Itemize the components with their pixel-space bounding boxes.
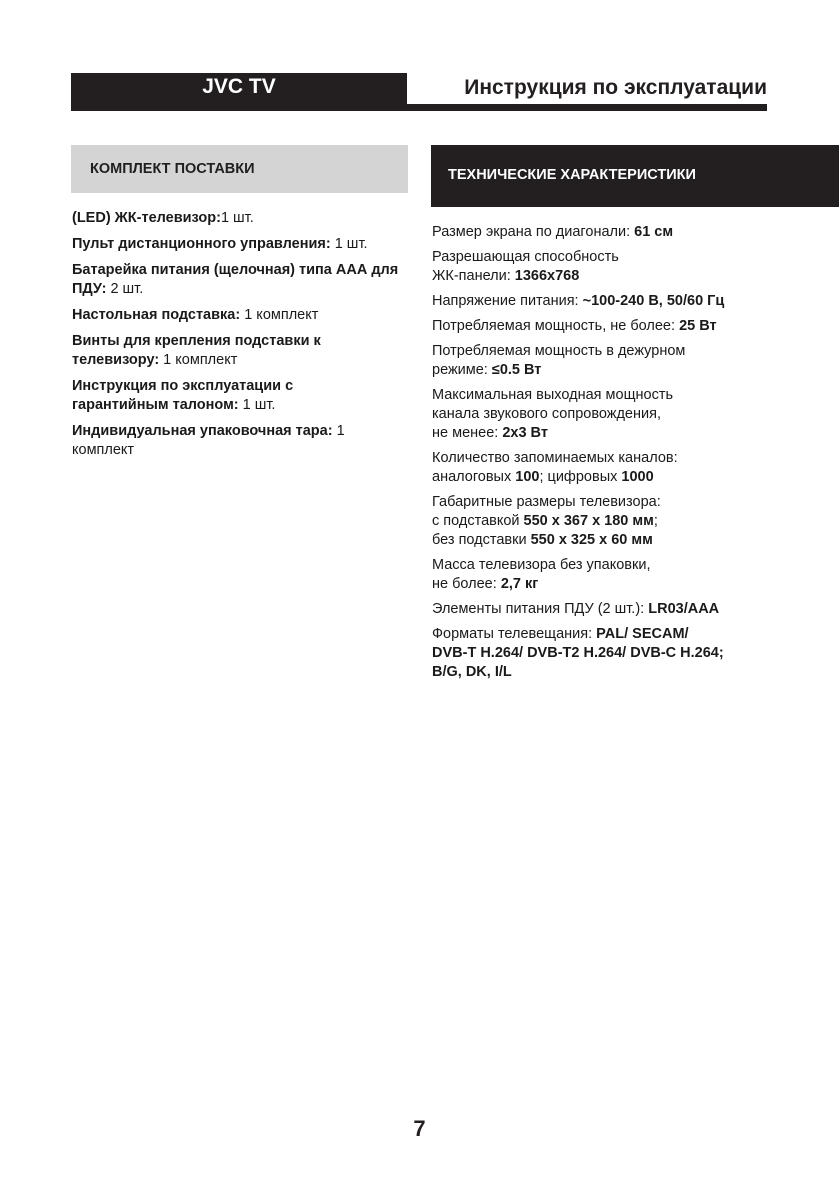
spec-value: B/G, DK, I/L <box>432 664 512 680</box>
spec-value: 1366x768 <box>514 268 580 284</box>
spec-label: Габаритные размеры телевизора: <box>432 494 661 510</box>
spec-value: PAL/ SECAM/ <box>596 626 689 642</box>
delivery-item-value: 1 шт. <box>330 236 368 252</box>
spec-label: не более: <box>432 576 501 592</box>
specs-list <box>432 223 832 688</box>
delivery-item-value: 1 шт. <box>238 397 276 413</box>
spec-label: аналоговых <box>432 469 516 485</box>
delivery-item <box>72 377 332 415</box>
delivery-item-label: (LED) ЖК-телевизор: <box>72 210 221 226</box>
spec-value: ≤0.5 Вт <box>491 362 542 378</box>
delivery-item-label: Инструкция по эксплуатации с гарантийным талоном: <box>72 378 294 413</box>
page-header <box>71 73 767 111</box>
delivery-item-label: Батарейка питания (щелочная) типа ААА для ПДУ: <box>72 262 399 297</box>
specs-heading-box <box>431 145 839 207</box>
delivery-item-label: Настольная подставка: <box>72 307 241 323</box>
spec-label: Максимальная выходная мощность <box>432 387 674 403</box>
spec-label: с подставкой <box>432 513 524 529</box>
spec-power <box>432 317 832 336</box>
delivery-item <box>72 332 362 370</box>
delivery-item-value: 1 комплект <box>159 352 238 368</box>
delivery-item <box>72 235 412 254</box>
spec-standby <box>432 342 832 380</box>
spec-value: DVB-T H.264/ DVB-T2 H.264/ DVB-C H.264; <box>432 645 724 661</box>
spec-label: Масса телевизора без упаковки, <box>432 557 651 573</box>
spec-label: не менее: <box>432 425 503 441</box>
spec-value: ~100-240 В, 50/60 Гц <box>582 293 725 309</box>
spec-value: 2,7 кг <box>500 576 539 592</box>
spec-resolution <box>432 248 832 286</box>
delivery-item <box>72 306 412 325</box>
spec-label: канала звукового сопровождения, <box>432 406 661 422</box>
spec-voltage <box>432 292 832 311</box>
spec-label: Форматы телевещания: <box>432 626 597 642</box>
spec-batteries <box>432 600 832 619</box>
delivery-item-value: 2 шт. <box>106 281 144 297</box>
delivery-item-label: Индивидуальная упаковочная тара: <box>72 423 333 439</box>
spec-label: Элементы питания ПДУ (2 шт.): <box>432 601 649 617</box>
spec-label: Размер экрана по диагонали: <box>432 224 635 240</box>
delivery-heading-box <box>71 145 408 193</box>
spec-label: Количество запоминаемых каналов: <box>432 450 678 466</box>
delivery-list <box>72 209 412 467</box>
delivery-item <box>72 261 402 299</box>
spec-label: Разрешающая способность <box>432 249 619 265</box>
spec-label: Потребляемая мощность в дежурном <box>432 343 686 359</box>
spec-label: без подставки <box>432 532 531 548</box>
spec-label: режиме: <box>432 362 492 378</box>
spec-mass <box>432 556 832 594</box>
spec-value: 100 <box>515 469 540 485</box>
page-number: 7 <box>413 1116 426 1141</box>
spec-label: ЖК-панели: <box>432 268 515 284</box>
spec-formats <box>432 625 832 682</box>
spec-value: 61 см <box>634 224 674 240</box>
delivery-item-value: 1 комплект <box>240 307 319 323</box>
spec-value: 1000 <box>621 469 654 485</box>
header-title: Инструкция по эксплуатации <box>464 76 767 99</box>
delivery-item <box>72 209 412 228</box>
spec-label: Потребляемая мощность, не более: <box>432 318 680 334</box>
header-brand: JVC TV <box>202 75 276 98</box>
spec-label: Напряжение питания: <box>432 293 583 309</box>
spec-screen <box>432 223 832 242</box>
header-underline <box>71 104 767 111</box>
spec-value: LR03/AAA <box>648 601 720 617</box>
spec-value: 550 х 325 х 60 мм <box>530 532 653 548</box>
delivery-item-label: Пульт дистанционного управления: <box>72 236 331 252</box>
specs-heading: ТЕХНИЧЕСКИЕ ХАРАКТЕРИСТИКИ <box>448 167 696 183</box>
spec-value: 550 х 367 х 180 мм <box>523 513 654 529</box>
delivery-item-value: 1 шт. <box>220 210 254 226</box>
spec-audio <box>432 386 832 443</box>
spec-value: 25 Вт <box>679 318 717 334</box>
delivery-item-label: Винты для крепления подставки к телевизору: <box>72 333 321 368</box>
spec-label: ; <box>653 513 658 529</box>
spec-dimensions <box>432 493 832 550</box>
spec-channels <box>432 449 832 487</box>
delivery-heading: КОМПЛЕКТ ПОСТАВКИ <box>90 161 255 177</box>
delivery-item-value: 1 комплект <box>72 423 345 458</box>
delivery-item <box>72 422 382 460</box>
spec-value: 2х3 Вт <box>502 425 548 441</box>
spec-label: ; цифровых <box>539 469 622 485</box>
